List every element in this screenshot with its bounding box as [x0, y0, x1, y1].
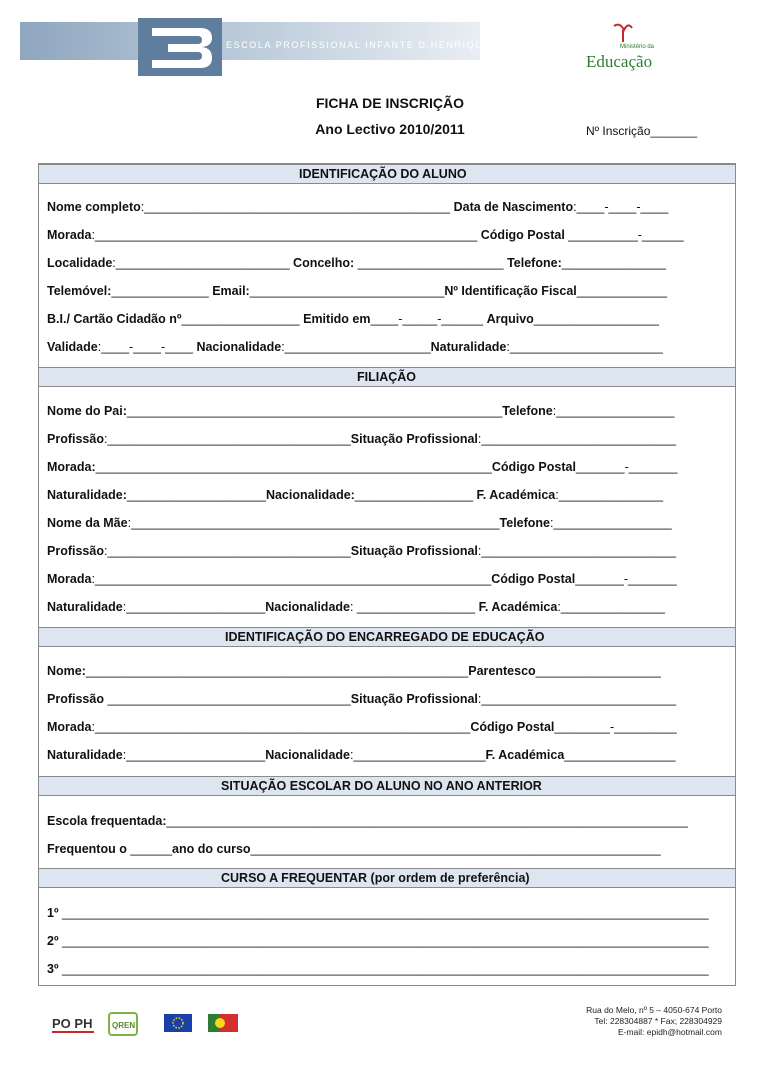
guardian-profession-row[interactable]: Profissão ___________________________________Situação Profissional:____________________________ — [47, 692, 677, 706]
father-name-row[interactable]: Nome do Pai:______________________________________________________Telefone:_________________ — [47, 404, 675, 418]
mother-nationality-row[interactable]: Naturalidade:____________________Nacionalidade: _________________ F. Académica:_______________ — [47, 600, 666, 614]
school-3-mark-icon — [138, 18, 222, 76]
ministry-logo — [582, 22, 672, 72]
address-phone: Tel: 228304887 * Fax; 228304929 — [594, 1016, 722, 1026]
ministry-small-text: Ministério da — [620, 44, 655, 50]
mother-address-row[interactable]: Morada:_________________________________________________________Código Postal_______-_______ — [47, 572, 677, 586]
course-choice-3[interactable]: 3º _____________________________________________________________________________________________ — [47, 962, 709, 976]
ministry-big-text: Educação — [586, 52, 653, 71]
mother-name-row[interactable]: Nome da Mãe:_____________________________________________________Telefone:_________________ — [47, 516, 672, 530]
qren-logo — [108, 1012, 138, 1036]
previous-course-year-row[interactable]: Frequentou o ______ano do curso___________________________________________________________ — [47, 842, 661, 856]
guardian-address-row[interactable]: Morada:______________________________________________________Código Postal________-_________ — [47, 720, 677, 734]
qren-logo-icon — [108, 1012, 138, 1036]
poph-logo-text: PO PH — [52, 1016, 93, 1031]
poph-logo — [52, 1012, 98, 1036]
school-name: ESCOLA PROFISSIONAL INFANTE D.HENRIQUE — [226, 40, 492, 50]
section-student-identification: IDENTIFICAÇÃO DO ALUNO — [39, 164, 735, 184]
portugal-flag-icon — [206, 1012, 240, 1036]
course-choice-2[interactable]: 2º _____________________________________________________________________________________________ — [47, 934, 709, 948]
section-parentage: FILIAÇÃO — [39, 367, 735, 387]
student-locality-row[interactable]: Localidade:_________________________ Concelho: _____________________ Telefone:_______________ — [47, 256, 667, 270]
father-profession-row[interactable]: Profissão:___________________________________Situação Profissional:____________________________ — [47, 432, 677, 446]
student-name-row[interactable]: Nome completo:____________________________________________ Data de Nascimento:____-____-____ — [47, 200, 669, 214]
poph-logo-icon — [52, 1012, 98, 1036]
registration-number: Nº Inscrição_______ — [586, 124, 698, 138]
registration-form — [38, 163, 736, 986]
student-contact-row[interactable]: Telemóvel:______________ Email:____________________________Nº Identificação Fiscal_____________ — [47, 284, 668, 298]
father-nationality-row[interactable]: Naturalidade:____________________Nacionalidade:_________________ F. Académica:_______________ — [47, 488, 664, 502]
student-address-row[interactable]: Morada:_______________________________________________________ Código Postal __________-______ — [47, 228, 684, 242]
portugal-flag — [206, 1012, 240, 1036]
mother-profession-row[interactable]: Profissão:___________________________________Situação Profissional:____________________________ — [47, 544, 677, 558]
address-email: E-mail: epidh@hotmail.com — [617, 1027, 722, 1037]
student-id-card-row[interactable]: B.I./ Cartão Cidadão nº_________________ Emitido em____-_____-______ Arquivo__________________ — [47, 312, 659, 326]
qren-logo-text: QREN — [112, 1021, 136, 1030]
guardian-nationality-row[interactable]: Naturalidade:____________________Nacionalidade:___________________F. Académica________________ — [47, 748, 676, 762]
address-street: Rua do Melo, nº 5 – 4050-674 Porto — [586, 1005, 722, 1015]
section-guardian-identification: IDENTIFICAÇÃO DO ENCARREGADO DE EDUCAÇÃO — [39, 627, 735, 647]
student-validity-row[interactable]: Validade:____-____-____ Nacionalidade:_____________________Naturalidade:______________________ — [47, 340, 663, 354]
previous-school-row[interactable]: Escola frequentada:___________________________________________________________________________ — [47, 814, 688, 828]
school-logo — [20, 18, 492, 76]
father-address-row[interactable]: Morada:_________________________________________________________Código Postal_______-_______ — [47, 460, 678, 474]
eu-flag — [162, 1012, 194, 1036]
eu-flag-icon — [162, 1012, 194, 1036]
school-address — [586, 1005, 722, 1038]
section-previous-school-year: SITUAÇÃO ESCOLAR DO ALUNO NO ANO ANTERIOR — [39, 776, 735, 796]
form-title: FICHA DE INSCRIÇÃO — [315, 95, 465, 111]
school-year: Ano Lectivo 2010/2011 — [315, 121, 465, 137]
section-course-preference: CURSO A FREQUENTAR (por ordem de preferência) — [39, 868, 735, 888]
ministry-emblem-icon — [610, 22, 636, 44]
guardian-name-row[interactable]: Nome:_______________________________________________________Parentesco__________________ — [47, 664, 661, 678]
course-choice-1[interactable]: 1º _____________________________________________________________________________________________ — [47, 906, 709, 920]
